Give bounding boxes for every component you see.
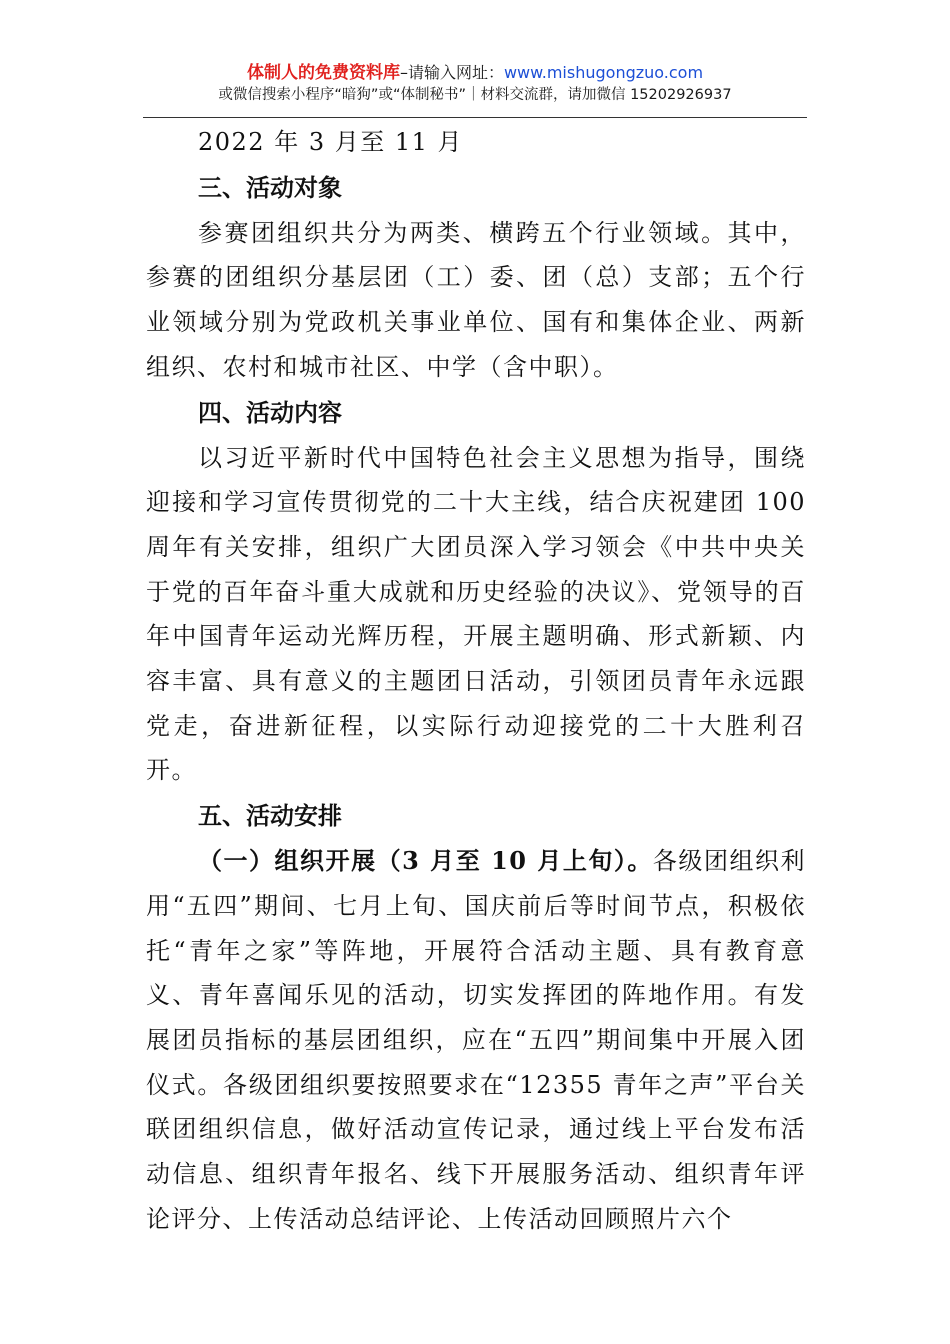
section-5-paragraph-1 bbox=[146, 839, 806, 1241]
document-body bbox=[146, 120, 806, 1241]
header-prompt: –请输入网址： bbox=[399, 63, 504, 82]
subsection-1-title: （一）组织开展（3 月至 10 月上旬）。 bbox=[198, 846, 653, 876]
section-4-paragraph: 以习近平新时代中国特色社会主义思想为指导，围绕迎接和学习宣传贯彻党的二十大主线，结合庆祝建团 100 周年有关安排，组织广大团员深入学习领会《中共中央关于党的百年奋斗重大成就和历史经验的决议》、党领导的百年中国青年运动光辉历程，开展主题明确、形式新颖、内容丰富、具有意义的主题团日活动，引领团员青年永远跟党走，奋进新征程，以实际行动迎接党的二十大胜利召开。 bbox=[146, 443, 806, 785]
subsection-1-body: 各级团组织利用“五四”期间、七月上旬、国庆前后等时间节点，积极依托“青年之家”等阵地，开展符合活动主题、具有教育意义、青年喜闻乐见的活动，切实发挥团的阵地作用。有发展团员指标的基层团组织，应在“五四”期间集中开展入团仪式。各级团组织要按照要求在“12355 青年之声”平台关联团组织信息，做好活动宣传记录，通过线上平台发布活动信息、组织青年报名、线下开展服务活动、组织青年评论评分、上传活动总结评论、上传活动回顾照片六个 bbox=[146, 847, 806, 1233]
section-5-heading: 五、活动安排 bbox=[198, 802, 342, 831]
header-brand: 体制人的免费资料库 bbox=[246, 63, 400, 83]
header-divider bbox=[143, 117, 807, 118]
section-4-heading: 四、活动内容 bbox=[198, 398, 342, 427]
page-header bbox=[143, 62, 807, 106]
header-line-2: 或微信搜索小程序“暗狗”或“体制秘书”｜材料交流群，请加微信 15202926937 bbox=[218, 87, 732, 103]
header-line-1 bbox=[143, 62, 807, 84]
header-url-link[interactable]: www.mishugongzuo.com bbox=[503, 63, 704, 82]
section-3-heading: 三、活动对象 bbox=[198, 173, 342, 202]
date-line: 2022 年 3 月至 11 月 bbox=[198, 128, 464, 156]
section-3-paragraph: 参赛团组织共分为两类、横跨五个行业领域。其中，参赛的团组织分基层团（工）委、团（总）支部；五个行业领域分别为党政机关事业单位、国有和集体企业、两新组织、农村和城市社区、中学（含中职）。 bbox=[146, 218, 806, 381]
